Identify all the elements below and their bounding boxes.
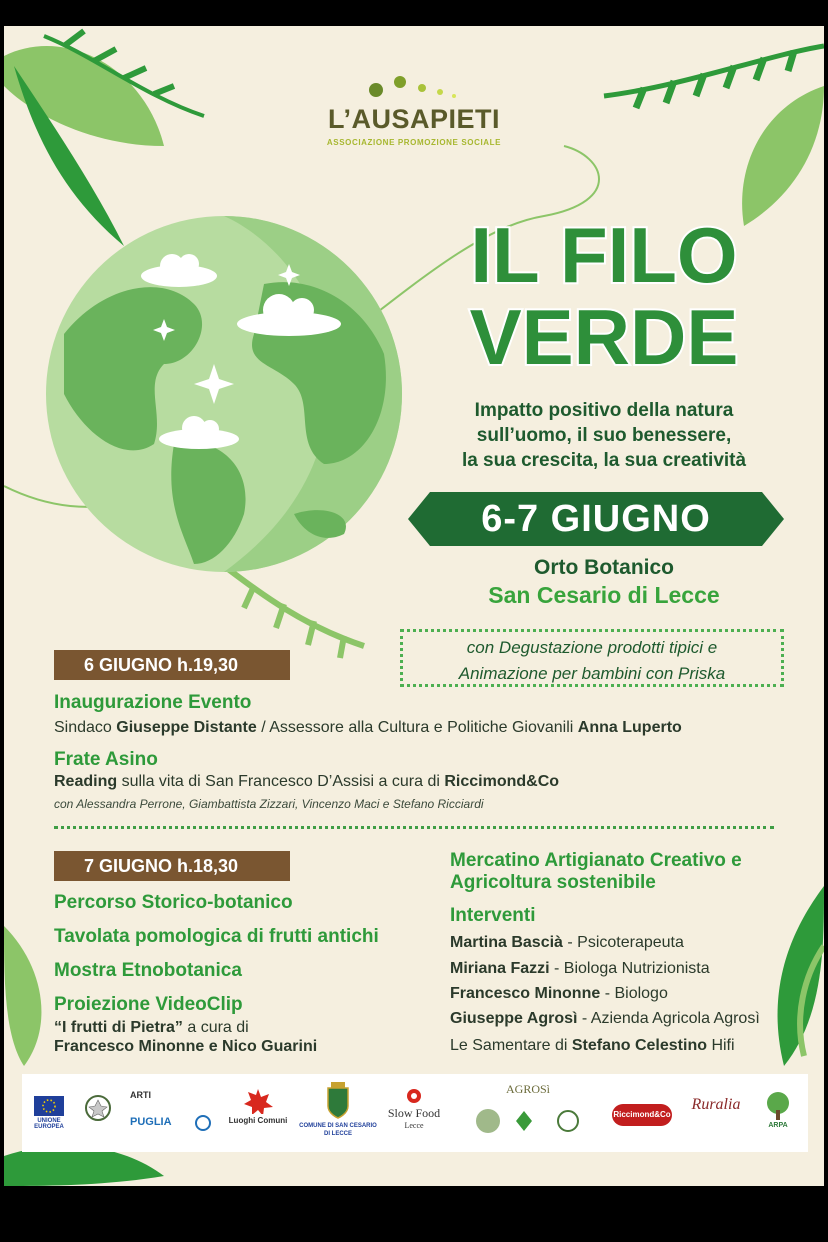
leaf-under-globe	[224, 566, 364, 658]
market-line: Mercatino Artigianato Creativo e	[450, 850, 742, 871]
subtitle	[424, 398, 784, 473]
speaker-name: Martina Bascià	[450, 934, 563, 951]
speaker-role: - Biologo	[600, 985, 668, 1002]
logo-subtitle: ASSOCIAZIONE PROMOZIONE SOCIALE	[326, 138, 502, 147]
luoghi-comuni-logo	[222, 1088, 294, 1125]
text-span: / Assessore alla Cultura e Politiche Giovanili	[256, 719, 578, 736]
sponsor-logos-bar	[22, 1074, 808, 1152]
slow-food-label: Slow Food	[387, 1106, 441, 1120]
speaker-name: Francesco Minonne	[450, 985, 601, 1002]
snail-icon	[405, 1088, 423, 1104]
speaker	[450, 934, 684, 952]
videoclip-authors: Francesco Minonne e Nico Guarini	[54, 1038, 318, 1055]
venue-name: Orto Botanico	[534, 556, 674, 579]
arpa-tree-icon	[760, 1090, 796, 1120]
company-name: Riccimond&Co	[444, 773, 560, 790]
speaker-role: - Azienda Agricola Agrosì	[577, 1010, 760, 1027]
speaker	[450, 960, 710, 978]
agrosi-logos	[468, 1082, 588, 1139]
leaf-right-bottom	[778, 886, 824, 1066]
speaker	[450, 985, 668, 1003]
speaker	[450, 1037, 735, 1055]
councillor-name: Anna Luperto	[577, 719, 682, 736]
star-burst-icon	[243, 1088, 273, 1114]
speaker-role: - Biologa Nutrizionista	[549, 960, 710, 977]
speaker-name: Giuseppe Agrosì	[450, 1010, 578, 1027]
promo-line: con Degustazione prodotti tipici e	[466, 638, 718, 657]
interventi-title: Interventi	[450, 905, 536, 926]
market-line: Agricoltura sostenibile	[450, 872, 656, 893]
subtitle-line: la sua crescita, la sua creatività	[461, 450, 747, 471]
day1-event2-cast: con Alessandra Perrone, Giambattista Zizzari, Vincenzo Maci e Stefano Ricciardi	[54, 797, 484, 811]
arpa-logo	[756, 1090, 800, 1129]
venue-town: San Cesario di Lecce	[488, 582, 720, 608]
agrosi-marks-icon	[468, 1097, 588, 1137]
speaker-name: Stefano Celestino	[571, 1037, 707, 1054]
arti-logo	[130, 1090, 172, 1128]
text-span: sulla vita di San Francesco D’Assisi a cura di	[117, 773, 445, 790]
text-span: a cura di	[182, 1019, 249, 1036]
regione-icon	[194, 1114, 212, 1132]
day2-tag: 7 GIUGNO h.18,30	[54, 851, 290, 881]
subtitle-line: sull’uomo, il suo benessere,	[476, 425, 732, 446]
luoghi-label: Luoghi Comuni	[228, 1116, 288, 1125]
text-span: Hifi	[707, 1037, 735, 1054]
reading-label: Reading	[54, 773, 118, 790]
day2-item: Tavolata pomologica di frutti antichi	[54, 926, 379, 947]
speaker-role: - Psicoterapeuta	[562, 934, 684, 951]
subtitle-line: Impatto positivo della natura	[474, 400, 734, 421]
promo-line: Animazione per bambini con Priska	[458, 664, 726, 683]
title-line-1: IL FILO	[470, 211, 738, 299]
day1-event2-title: Frate Asino	[54, 749, 158, 770]
globe-illustration	[44, 214, 404, 574]
videoclip-title: “I frutti di Pietra”	[54, 1019, 183, 1036]
puglia-label: PUGLIA	[130, 1116, 172, 1128]
day2-item: Mostra Etnobotanica	[54, 960, 242, 981]
speaker	[450, 1010, 760, 1028]
day2-item: Proiezione VideoClip	[54, 994, 243, 1015]
slow-food-logo	[376, 1088, 452, 1130]
text-span: Le Samentare di	[450, 1037, 572, 1054]
logo-name: L’AUSAPIETI	[327, 104, 501, 134]
riccimond-logo: Riccimond&Co	[612, 1104, 672, 1126]
comune-logo	[298, 1080, 378, 1138]
event-poster	[4, 26, 824, 1186]
title-line-2: VERDE	[469, 293, 739, 381]
coat-of-arms-icon	[323, 1080, 353, 1120]
mayor-name: Giuseppe Distante	[116, 719, 257, 736]
day1-event1-title: Inaugurazione Evento	[54, 692, 252, 713]
day1-event1-desc	[54, 719, 682, 737]
videoclip-desc	[54, 1019, 249, 1037]
eu-label: UNIONE EUROPEA	[34, 1118, 64, 1130]
event-dates: 6-7 GIUGNO	[481, 498, 711, 540]
eu-flag-icon	[34, 1096, 64, 1116]
day1-event2-desc	[54, 773, 559, 791]
day1-tag: 6 GIUGNO h.19,30	[54, 650, 290, 680]
agrosi-label: AGROSì	[505, 1082, 550, 1096]
eu-logo	[32, 1096, 66, 1130]
slow-food-sub: Lecce	[404, 1121, 424, 1130]
section-divider	[54, 826, 774, 829]
ruralia-logo: Ruralia	[691, 1096, 741, 1113]
text-span: Sindaco	[54, 719, 117, 736]
republic-emblem-icon	[84, 1094, 112, 1128]
arpa-label: ARPA	[768, 1122, 788, 1129]
comune-label: COMUNE DI SAN CESARIO DI LECCE	[299, 1123, 377, 1137]
arti-label: ARTI	[130, 1090, 151, 1100]
day2-item: Percorso Storico-botanico	[54, 892, 293, 913]
leaf-left-mid	[4, 926, 41, 1066]
speaker-name: Miriana Fazzi	[450, 960, 550, 977]
leaf-top-right	[604, 46, 824, 226]
